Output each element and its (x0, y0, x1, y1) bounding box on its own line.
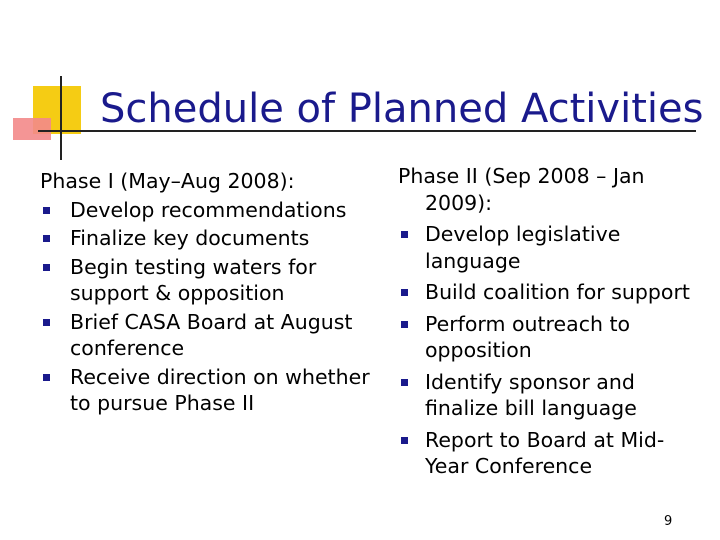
list-item: Identify sponsor and finalize bill language (398, 369, 698, 422)
decorative-vertical-line (60, 76, 62, 160)
page-number: 9 (664, 514, 673, 529)
bullet-icon (401, 289, 408, 296)
slide-title: Schedule of Planned Activities (100, 86, 704, 132)
list-item: Develop legislative language (398, 221, 698, 274)
list-item: Report to Board at Mid-Year Conference (398, 427, 698, 480)
bullet-icon (401, 379, 408, 386)
phase1-heading: Phase I (May–Aug 2008): (40, 169, 295, 193)
list-item: Perform outreach to opposition (398, 311, 698, 364)
bullet-icon (43, 207, 50, 214)
bullet-icon (401, 321, 408, 328)
bullet-icon (43, 264, 50, 271)
list-item: Begin testing waters for support & opposition (40, 254, 385, 307)
phase2-heading: Phase II (Sep 2008 – Jan 2009): (398, 164, 645, 215)
bullet-icon (43, 374, 50, 381)
bullet-icon (401, 437, 408, 444)
decorative-red-bar (13, 118, 51, 140)
list-item: Brief CASA Board at August conference (40, 309, 385, 362)
phase2-column (398, 163, 698, 480)
phase1-list (40, 197, 385, 417)
bullet-icon (43, 235, 50, 242)
list-item: Build coalition for support (398, 279, 698, 306)
bullet-icon (401, 231, 408, 238)
bullet-icon (43, 319, 50, 326)
phase2-list (398, 221, 698, 480)
list-item: Finalize key documents (40, 225, 385, 252)
list-item: Receive direction on whether to pursue Phase II (40, 364, 385, 417)
phase1-column (40, 168, 385, 417)
list-item: Develop recommendations (40, 197, 385, 224)
